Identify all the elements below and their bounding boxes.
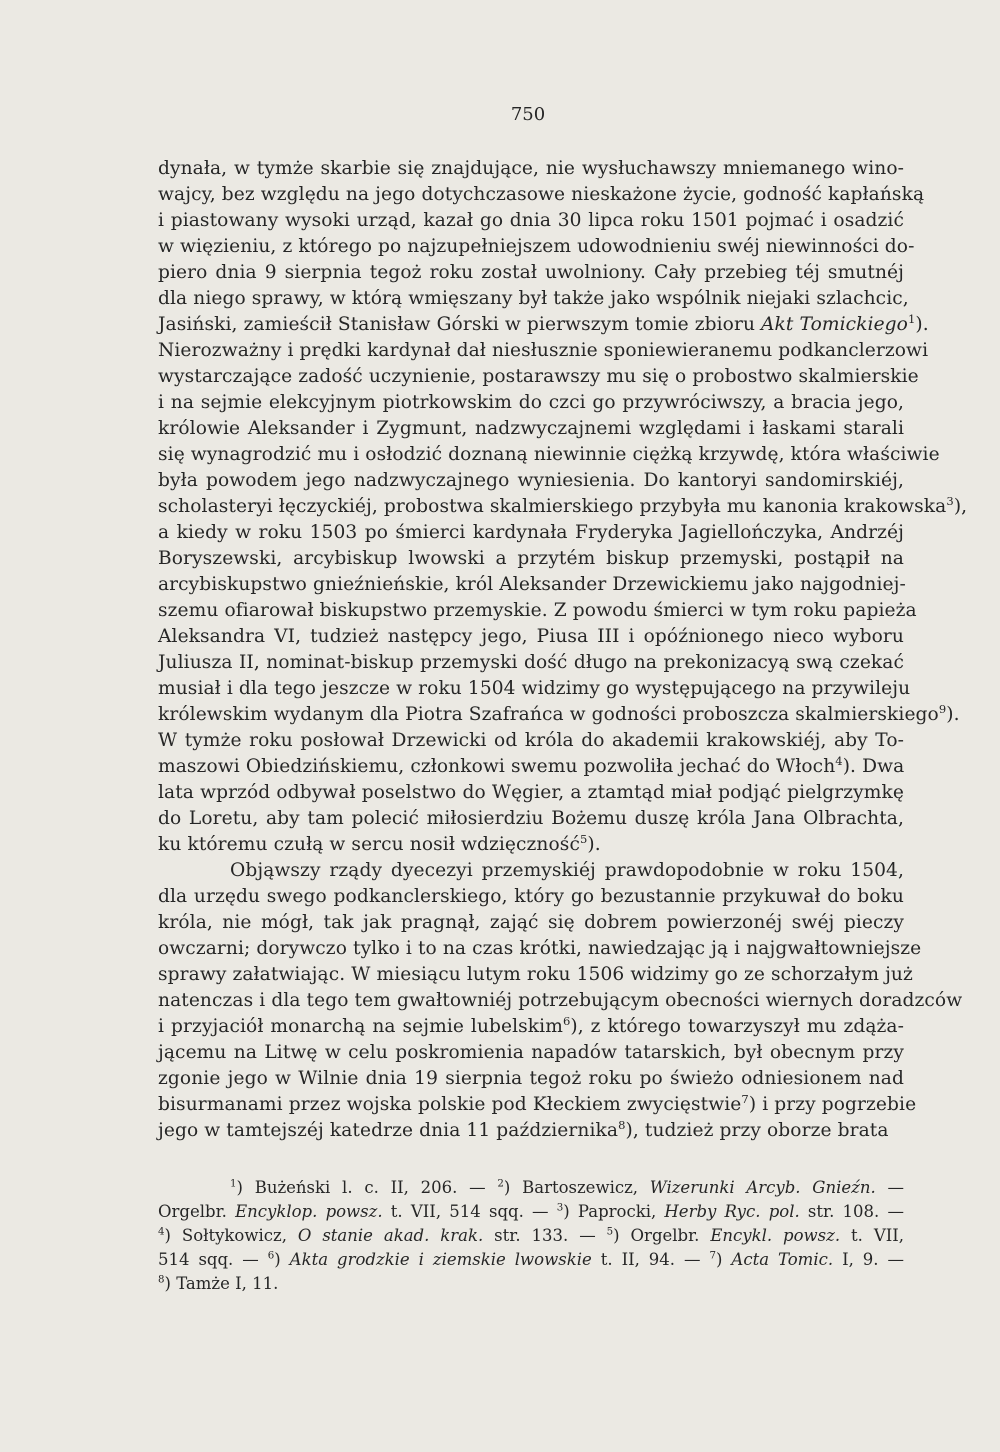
text-line: króla, nie mógł, tak jak pragnął, zająć się dobrem powierzonéj swéj pieczy [158,912,904,933]
text-line: sprawy załatwiając. W miesiącu lutym roku 1506 widzimy go ze schorzałym już [158,964,913,985]
text-line: dla niego sprawy, w którą wmięszany był także jako wspólnik niejaki szlachcic, [158,288,909,309]
text-line: owczarni; dorywczo tylko i to na czas krótki, nawiedzając ją i najgwałtowniejsze [158,938,922,959]
text-line: a kiedy w roku 1503 po śmierci kardynała Fryderyka Jagiellończyka, Andrzéj [158,522,904,543]
text-line: królowie Aleksander i Zygmunt, nadzwyczajnemi względami i łaskami starali [158,418,904,439]
text-line: Juliusza II, nominat-biskup przemyski dość długo na prekonizacyą swą czekać [158,652,904,673]
paragraph-2 [158,858,963,1144]
text-line: w więzieniu, z którego po najzupełniejszem udowodnieniu swéj niewinności do- [158,236,915,257]
text-line: dynała, w tymże skarbie się znajdujące, nie wysłuchawszy mniemanego wino- [158,158,904,179]
text-line: bisurmanami przez wojska polskie pod Kłeckiem zwycięstwie$^7$) i przy pogrzebie [158,1091,917,1115]
text-line: się wynagrodzić mu i osłodzić doznaną niewinnie ciężką krzywdę, która właściwie [158,444,940,465]
text-line: ku któremu czułą w sercu nosił wdzięczność$^5$). [158,831,601,855]
footnote-line: $^4$) Sołtykowicz, O stanie akad. krak. str. 133. — $^5$) Orgelbr. Encykl. powsz. t. VII, [158,1226,905,1245]
paragraph-1 [158,156,968,858]
footnote-line: 514 sqq. — $^6$) Akta grodzkie i ziemskie lwowskie t. II, 94. — $^7$) Acta Tomic. I, 9. — [158,1250,905,1269]
footnote-line: Orgelbr. Encyklop. powsz. t. VII, 514 sqq. — $^3$) Paprocki, Herby Ryc. pol. str. 108. — [158,1202,904,1221]
page-number: 750 [510,104,546,125]
footnote-line: $^8$) Tamże I, 11. [158,1274,279,1293]
text-line: jego w tamtejszéj katedrze dnia 11 października$^8$), tudzież przy oborze brata [158,1117,889,1141]
main-text [158,156,968,1144]
text-line: piero dnia 9 sierpnia tegoż roku został uwolniony. Cały przebieg téj smutnéj [158,262,904,283]
text-line: zgonie jego w Wilnie dnia 19 sierpnia tegoż roku po świeżo odniesionem nad [158,1068,904,1089]
text-line: Boryszewski, arcybiskup lwowski a przytém biskup przemyski, postąpił na [158,548,904,569]
footnotes [158,1176,904,1296]
text-line: Jasiński, zamieścił Stanisław Górski w pierwszym tomie zbioru Akt Tomickiego$^1$). [158,311,929,335]
text-line: jącemu na Litwę w celu poskromienia napadów tatarskich, był obecnym przy [158,1042,904,1063]
text-line: W tymże roku posłował Drzewicki od króla do akademii krakowskiéj, aby To- [158,730,904,751]
text-line: dla urzędu swego podkanclerskiego, który go bezustannie przykuwał do boku [158,886,904,907]
text-line: i piastowany wysoki urząd, kazał go dnia 30 lipca roku 1501 pojmać i osadzić [158,210,904,231]
text-line: Nierozważny i prędki kardynał dał niesłusznie sponiewieranemu podkanclerzowi [158,340,929,361]
text-line: arcybiskupstwo gnieźnieńskie, król Aleksander Drzewickiemu jako najgodniej- [158,574,906,595]
text-line: królewskim wydanym dla Piotra Szafrańca w godności proboszcza skalmierskiego$^9$). [158,701,960,725]
text-line: i na sejmie elekcyjnym piotrkowskim do czci go przywróciwszy, a bracia jego, [158,392,904,413]
text-line: szemu ofiarował biskupstwo przemyskie. Z powodu śmierci w tym roku papieża [158,600,917,621]
text-line: wystarczające zadość uczynienie, postarawszy mu się o probostwo skalmierskie [158,366,919,387]
footnote-line: $^1$) Bużeński l. c. II, 206. — $^2$) Bartoszewicz, Wizerunki Arcyb. Gnieźn. — [230,1178,904,1197]
text-line: natenczas i dla tego tem gwałtowniéj potrzebującym obecności wiernych doradzców [158,990,963,1011]
text-line: maszowi Obiedzińskiemu, członkowi swemu pozwoliła jechać do Włoch$^4$). Dwa [158,753,905,777]
text-line: musiał i dla tego jeszcze w roku 1504 widzimy go występującego na przywileju [158,678,911,699]
text-line: Aleksandra VI, tudzież następcy jego, Piusa III i opóźnionego nieco wyboru [158,626,904,647]
text-line: do Loretu, aby tam polecić miłosierdziu Bożemu duszę króla Jana Olbrachta, [158,808,904,829]
text-line: scholasteryi łęczyckiéj, probostwa skalmierskiego przybyła mu kanonia krakowska$^3$), [158,493,968,517]
text-line: wajcy, bez względu na jego dotychczasowe nieskażone życie, godność kapłańską [158,184,925,205]
text-line: była powodem jego nadzwyczajnego wyniesienia. Do kantoryi sandomirskiéj, [158,470,904,491]
text-line: lata wprzód odbywał poselstwo do Węgier, a ztamtąd miał podjąć pielgrzymkę [158,782,904,803]
text-line: Objąwszy rządy dyecezyi przemyskiéj prawdopodobnie w roku 1504, [230,860,904,881]
text-line: i przyjaciół monarchą na sejmie lubelskim$^6$), z którego towarzyszył mu zdąża- [158,1013,904,1037]
